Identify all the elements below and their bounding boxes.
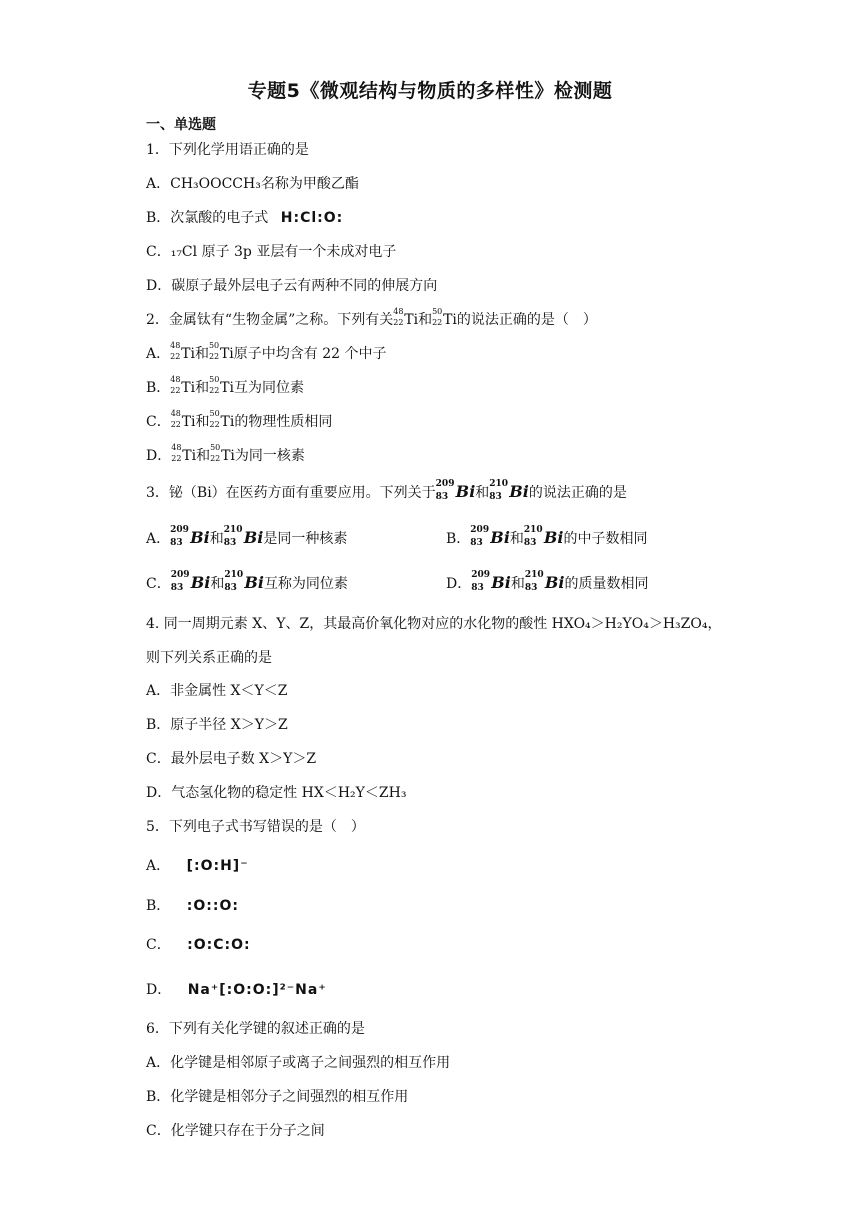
q3-iso1-z: 83 [170, 538, 183, 548]
q3-iso1 [471, 570, 511, 593]
q2-iso2-z: 22 [209, 386, 220, 395]
q3-stem-mid: 和 [475, 485, 490, 501]
q4-stem-line2: 则下列关系正确的是 [146, 650, 272, 666]
q3-stem-post: 的说法正确的是 [528, 485, 627, 501]
q2-ti48-z: 22 [393, 318, 404, 327]
q5-option-b-formula: :O::O: [186, 898, 239, 914]
q2-iso2 [209, 409, 235, 432]
q3-bi209 [435, 479, 476, 502]
q1-option-c: C．₁₇Cl 原子 3p 亚层有一个未成对电子 [146, 244, 397, 260]
q2-and: 和 [196, 448, 211, 464]
q3-option-d [446, 570, 649, 594]
q2-iso1 [170, 409, 196, 432]
q2-option-label: A． [146, 346, 171, 362]
q2-and: 和 [194, 346, 209, 362]
q3-iso2-sym: Bi [244, 573, 264, 592]
q3-bi209-mass: 209 [435, 479, 455, 489]
q2-iso1-z: 22 [170, 352, 181, 361]
q2-iso1-sym: Ti [181, 414, 196, 430]
q1-option-b-label: B．次氯酸的电子式 [146, 210, 269, 226]
q5-stem: 5．下列电子式书写错误的是（ ） [146, 819, 365, 835]
q2-option-label: D． [146, 448, 172, 464]
q3-bi210-mass: 210 [489, 479, 509, 489]
q3-iso2-sym: Bi [243, 528, 264, 547]
q3-iso2 [223, 525, 264, 548]
q3-option-text: 是同一种核素 [263, 531, 348, 547]
q3-iso2 [524, 570, 565, 593]
q2-ti48-sym: Ti [404, 312, 419, 328]
q2-iso1-mass: 48 [170, 341, 181, 350]
q2-ti50 [432, 307, 457, 330]
q1-option-a: A．CH₃OOCCH₃名称为甲酸乙酯 [146, 176, 359, 192]
q2-option-text: 互为同位素 [233, 380, 304, 396]
q3-iso2-mass: 210 [524, 570, 544, 580]
q2-iso2-sym: Ti [221, 448, 235, 464]
q5-option-c-label: C． [146, 937, 171, 953]
q3-iso1 [170, 570, 211, 593]
q3-iso1-mass: 209 [170, 525, 189, 535]
q3-iso1 [470, 525, 510, 548]
q3-option-text: 的质量数相同 [564, 576, 649, 592]
q3-iso2-mass: 210 [224, 570, 244, 580]
q5-option-c [146, 935, 251, 955]
q2-iso2-mass: 50 [209, 409, 220, 418]
q2-option-label: B． [146, 380, 171, 396]
q3-iso2 [523, 525, 564, 548]
q3-bi209-sym: Bi [455, 482, 476, 501]
q3-iso2-z: 83 [524, 583, 538, 593]
q2-iso2-z: 22 [210, 454, 221, 463]
q2-iso2 [209, 375, 234, 398]
q2-iso1 [170, 341, 195, 364]
q3-iso2-z: 83 [223, 538, 237, 548]
q2-iso2-z: 22 [209, 420, 220, 429]
q2-and: 和 [195, 380, 210, 396]
q5-option-a-formula: [:O:H]⁻ [186, 858, 249, 874]
q2-stem-pre: 2．金属钛有“生物金属”之称。下列有关 [146, 312, 394, 328]
q3-option-label: C． [146, 576, 171, 592]
q2-iso1-sym: Ti [181, 346, 195, 362]
q3-option-label: B． [446, 531, 471, 547]
q3-bi210 [489, 479, 529, 502]
q3-iso2-mass: 210 [223, 525, 243, 535]
q4-stem-line1: 4. 同一周期元素 X、Y、Z，其最高价氧化物对应的水化物的酸性 HXO₄＞H₂YO₄＞H₃ZO₄， [146, 616, 722, 632]
q2-iso2-sym: Ti [220, 414, 235, 430]
q6-option-a: A．化学键是相邻原子或离子之间强烈的相互作用 [146, 1055, 451, 1071]
q2-iso1-z: 22 [171, 454, 182, 463]
q2-iso2-sym: Ti [220, 380, 234, 396]
q3-stem-pre: 3．铋（Bi）在医药方面有重要应用。下列关于 [146, 485, 436, 501]
q2-option-c [146, 409, 333, 432]
q2-and: 和 [195, 414, 210, 430]
q3-iso1-sym: Bi [490, 528, 510, 547]
q3-and: 和 [509, 531, 524, 547]
section-heading: 一、单选题 [146, 117, 216, 133]
q6-option-b: B．化学键是相邻分子之间强烈的相互作用 [146, 1089, 409, 1105]
q2-iso1 [170, 375, 196, 398]
q2-option-a [146, 341, 387, 364]
q1-option-b-formula: H:Cl:O: [280, 210, 344, 226]
q2-option-b [146, 375, 304, 398]
q3-and: 和 [209, 531, 224, 547]
q3-and: 和 [510, 576, 525, 592]
q3-iso2-z: 83 [523, 538, 537, 548]
q3-iso1 [170, 525, 210, 548]
q3-iso1-mass: 209 [170, 570, 190, 580]
q5-option-a-label: A． [146, 858, 171, 874]
q2-iso2-mass: 50 [208, 341, 220, 350]
q3-iso2-sym: Bi [543, 528, 564, 547]
q6-stem: 6．下列有关化学键的叙述正确的是 [146, 1021, 365, 1037]
q3-and: 和 [210, 576, 225, 592]
q2-stem-mid: 和 [418, 312, 433, 328]
q2-iso2 [208, 341, 234, 364]
q5-option-b [146, 896, 239, 916]
q3-stem [146, 479, 627, 503]
q2-ti50-mass: 50 [432, 307, 443, 316]
q1-stem: 1．下列化学用语正确的是 [146, 142, 309, 158]
q3-iso2 [224, 570, 264, 593]
q2-iso1-z: 22 [170, 386, 181, 395]
q2-ti48 [393, 307, 419, 330]
q2-iso1-z: 22 [170, 420, 181, 429]
q4-option-d: D．气态氢化物的稳定性 HX＜H₂Y＜ZH₃ [146, 785, 407, 801]
q2-option-d [146, 443, 305, 466]
q3-bi210-sym: Bi [509, 482, 529, 501]
q3-iso1-sym: Bi [190, 528, 210, 547]
q2-iso1-mass: 48 [170, 409, 181, 418]
q2-option-text: 为同一核素 [234, 448, 305, 464]
q2-iso2-mass: 50 [209, 375, 220, 384]
q4-option-a: A．非金属性 X＜Y＜Z [146, 683, 288, 699]
q3-iso1-z: 83 [470, 538, 483, 548]
q2-option-text: 原子中均含有 22 个中子 [233, 346, 387, 362]
q3-option-label: A． [146, 531, 171, 547]
q2-iso2-mass: 50 [210, 443, 221, 452]
page-title: 专题5《微观结构与物质的多样性》检测题 [247, 80, 613, 102]
q5-option-d [146, 980, 327, 1000]
q3-bi210-z: 83 [489, 492, 502, 502]
q3-option-text: 互称为同位素 [263, 576, 348, 592]
q4-option-b: B．原子半径 X＞Y＞Z [146, 717, 288, 733]
q3-iso2-z: 83 [224, 583, 237, 593]
q3-iso1-mass: 209 [470, 525, 490, 535]
q5-option-d-label: D． [146, 982, 172, 998]
q3-option-text: 的中子数相同 [563, 531, 648, 547]
q3-bi209-z: 83 [435, 492, 449, 502]
q3-option-c [146, 570, 348, 594]
q2-iso2-z: 22 [208, 352, 220, 361]
q2-iso2-sym: Ti [219, 346, 234, 362]
q2-ti50-z: 22 [432, 318, 443, 327]
q3-iso1-mass: 209 [471, 570, 491, 580]
q2-option-label: C． [146, 414, 171, 430]
q3-option-label: D． [446, 576, 472, 592]
q5-option-b-label: B． [146, 898, 171, 914]
q3-iso2-mass: 210 [523, 525, 543, 535]
q2-stem-post: 的说法正确的是（ ） [456, 312, 597, 328]
q3-iso1-sym: Bi [491, 573, 511, 592]
q2-stem [146, 307, 597, 330]
q3-iso1-z: 83 [471, 583, 484, 593]
q2-ti50-sym: Ti [443, 312, 457, 328]
q2-iso1-mass: 48 [171, 443, 182, 452]
q3-option-b [446, 525, 648, 549]
q1-option-d: D．碳原子最外层电子云有两种不同的伸展方向 [146, 278, 438, 294]
q5-option-a [146, 856, 249, 876]
q2-iso1-mass: 48 [170, 375, 181, 384]
q5-option-c-formula: :O:C:O: [187, 937, 251, 953]
q2-iso1-sym: Ti [182, 448, 197, 464]
q3-iso1-z: 83 [170, 583, 184, 593]
q2-option-text: 的物理性质相同 [234, 414, 333, 430]
q2-iso2 [210, 443, 235, 466]
q3-iso2-sym: Bi [544, 573, 565, 592]
q2-ti48-mass: 48 [393, 307, 404, 316]
q2-iso1 [171, 443, 197, 466]
q3-iso1-sym: Bi [190, 573, 211, 592]
q5-option-d-formula: Na⁺[:O:O:]²⁻Na⁺ [187, 982, 327, 998]
q4-option-c: C．最外层电子数 X＞Y＞Z [146, 751, 317, 767]
q3-option-a [146, 525, 348, 549]
q6-option-c: C．化学键只存在于分子之间 [146, 1123, 325, 1139]
q2-iso1-sym: Ti [181, 380, 196, 396]
q1-option-b [146, 208, 343, 228]
